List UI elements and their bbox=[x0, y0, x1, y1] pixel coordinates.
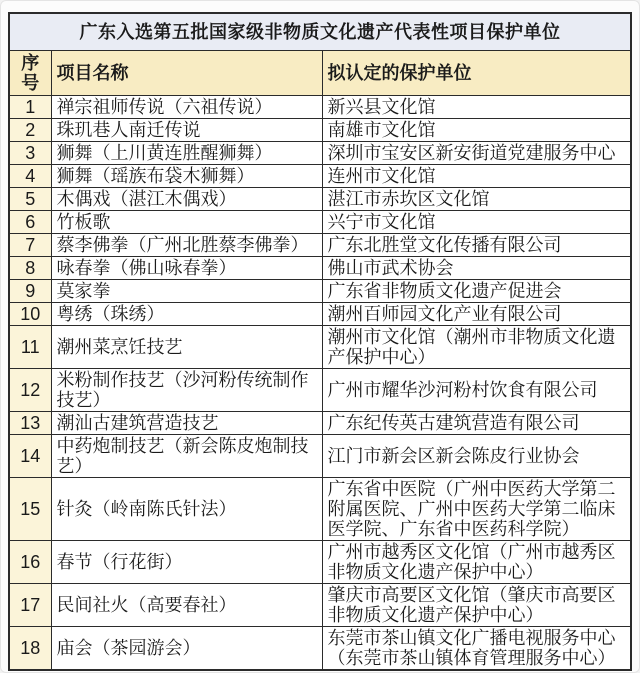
protection-unit-cell: 广东北胜堂文化传播有限公司 bbox=[322, 234, 631, 257]
table-row bbox=[9, 142, 631, 165]
table-row bbox=[9, 234, 631, 257]
project-name-cell: 珠玑巷人南迁传说 bbox=[51, 119, 322, 142]
project-name-cell: 狮舞（上川黄连胜醒狮舞） bbox=[51, 142, 322, 165]
protection-unit-cell: 潮州百师园文化产业有限公司 bbox=[322, 303, 631, 326]
project-name-cell: 木偶戏（湛江木偶戏） bbox=[51, 188, 322, 211]
protection-unit-cell: 兴宁市文化馆 bbox=[322, 211, 631, 234]
row-index-cell: 10 bbox=[9, 303, 51, 326]
project-name-cell: 竹板歌 bbox=[51, 211, 322, 234]
row-index-cell: 2 bbox=[9, 119, 51, 142]
table-row bbox=[9, 188, 631, 211]
project-name-cell: 米粉制作技艺（沙河粉传统制作技艺） bbox=[51, 369, 322, 412]
project-name-cell: 粤绣（珠绣） bbox=[51, 303, 322, 326]
protection-unit-cell: 潮州市文化馆（潮州市非物质文化遗产保护中心） bbox=[322, 326, 631, 369]
protection-unit-cell: 连州市文化馆 bbox=[322, 165, 631, 188]
table-row bbox=[9, 326, 631, 369]
table-row bbox=[9, 119, 631, 142]
table-row bbox=[9, 541, 631, 584]
project-name-cell: 禅宗祖师传说（六祖传说） bbox=[51, 96, 322, 119]
column-header-project: 项目名称 bbox=[51, 51, 322, 96]
protection-unit-cell: 江门市新会区新会陈皮行业协会 bbox=[322, 435, 631, 478]
protection-unit-cell: 东莞市茶山镇文化广播电视服务中心（东莞市茶山镇体育管理服务中心） bbox=[322, 627, 631, 671]
project-name-cell: 莫家拳 bbox=[51, 280, 322, 303]
table-body bbox=[9, 96, 631, 671]
row-index-cell: 16 bbox=[9, 541, 51, 584]
row-index-cell: 9 bbox=[9, 280, 51, 303]
project-name-cell: 针灸（岭南陈氏针法） bbox=[51, 478, 322, 541]
project-name-cell: 中药炮制技艺（新会陈皮炮制技艺） bbox=[51, 435, 322, 478]
protection-unit-cell: 广东纪传英古建筑营造有限公司 bbox=[322, 412, 631, 435]
protection-unit-cell: 广东省中医院（广州中医药大学第二附属医院、广州中医药大学第二临床医学院、广东省中医药科学院） bbox=[322, 478, 631, 541]
protection-unit-cell: 广州市越秀区文化馆（广州市越秀区非物质文化遗产保护中心） bbox=[322, 541, 631, 584]
column-header-unit: 拟认定的保护单位 bbox=[322, 51, 631, 96]
row-index-cell: 4 bbox=[9, 165, 51, 188]
protection-unit-cell: 南雄市文化馆 bbox=[322, 119, 631, 142]
row-index-cell: 14 bbox=[9, 435, 51, 478]
table-header-row bbox=[9, 51, 631, 96]
row-index-cell: 3 bbox=[9, 142, 51, 165]
row-index-cell: 1 bbox=[9, 96, 51, 119]
table-row bbox=[9, 369, 631, 412]
table-row bbox=[9, 280, 631, 303]
table-title-row bbox=[9, 13, 631, 51]
row-index-cell: 12 bbox=[9, 369, 51, 412]
project-name-cell: 春节（行花街） bbox=[51, 541, 322, 584]
table-row bbox=[9, 165, 631, 188]
row-index-cell: 5 bbox=[9, 188, 51, 211]
row-index-cell: 11 bbox=[9, 326, 51, 369]
project-name-cell: 民间社火（高要春社） bbox=[51, 584, 322, 627]
row-index-cell: 6 bbox=[9, 211, 51, 234]
protection-unit-cell: 广东省非物质文化遗产促进会 bbox=[322, 280, 631, 303]
project-name-cell: 潮汕古建筑营造技艺 bbox=[51, 412, 322, 435]
row-index-cell: 15 bbox=[9, 478, 51, 541]
protection-unit-cell: 佛山市武术协会 bbox=[322, 257, 631, 280]
table-row bbox=[9, 412, 631, 435]
project-name-cell: 潮州菜烹饪技艺 bbox=[51, 326, 322, 369]
table-row bbox=[9, 478, 631, 541]
row-index-cell: 7 bbox=[9, 234, 51, 257]
project-name-cell: 狮舞（瑶族布袋木狮舞） bbox=[51, 165, 322, 188]
row-index-cell: 18 bbox=[9, 627, 51, 671]
project-name-cell: 庙会（茶园游会） bbox=[51, 627, 322, 671]
heritage-table bbox=[8, 12, 632, 671]
protection-unit-cell: 广州市耀华沙河粉村饮食有限公司 bbox=[322, 369, 631, 412]
protection-unit-cell: 新兴县文化馆 bbox=[322, 96, 631, 119]
row-index-cell: 8 bbox=[9, 257, 51, 280]
table-row bbox=[9, 211, 631, 234]
table-row bbox=[9, 627, 631, 671]
project-name-cell: 蔡李佛拳（广州北胜蔡李佛拳） bbox=[51, 234, 322, 257]
table-row bbox=[9, 303, 631, 326]
project-name-cell: 咏春拳（佛山咏春拳） bbox=[51, 257, 322, 280]
table-row bbox=[9, 435, 631, 478]
table-row bbox=[9, 584, 631, 627]
protection-unit-cell: 肇庆市高要区文化馆（肇庆市高要区非物质文化遗产保护中心） bbox=[322, 584, 631, 627]
column-header-index: 序号 bbox=[9, 51, 51, 96]
row-index-cell: 17 bbox=[9, 584, 51, 627]
protection-unit-cell: 深圳市宝安区新安街道党建服务中心 bbox=[322, 142, 631, 165]
row-index-cell: 13 bbox=[9, 412, 51, 435]
protection-unit-cell: 湛江市赤坎区文化馆 bbox=[322, 188, 631, 211]
table-row bbox=[9, 257, 631, 280]
table-title: 广东入选第五批国家级非物质文化遗产代表性项目保护单位 bbox=[9, 13, 631, 51]
table-row bbox=[9, 96, 631, 119]
